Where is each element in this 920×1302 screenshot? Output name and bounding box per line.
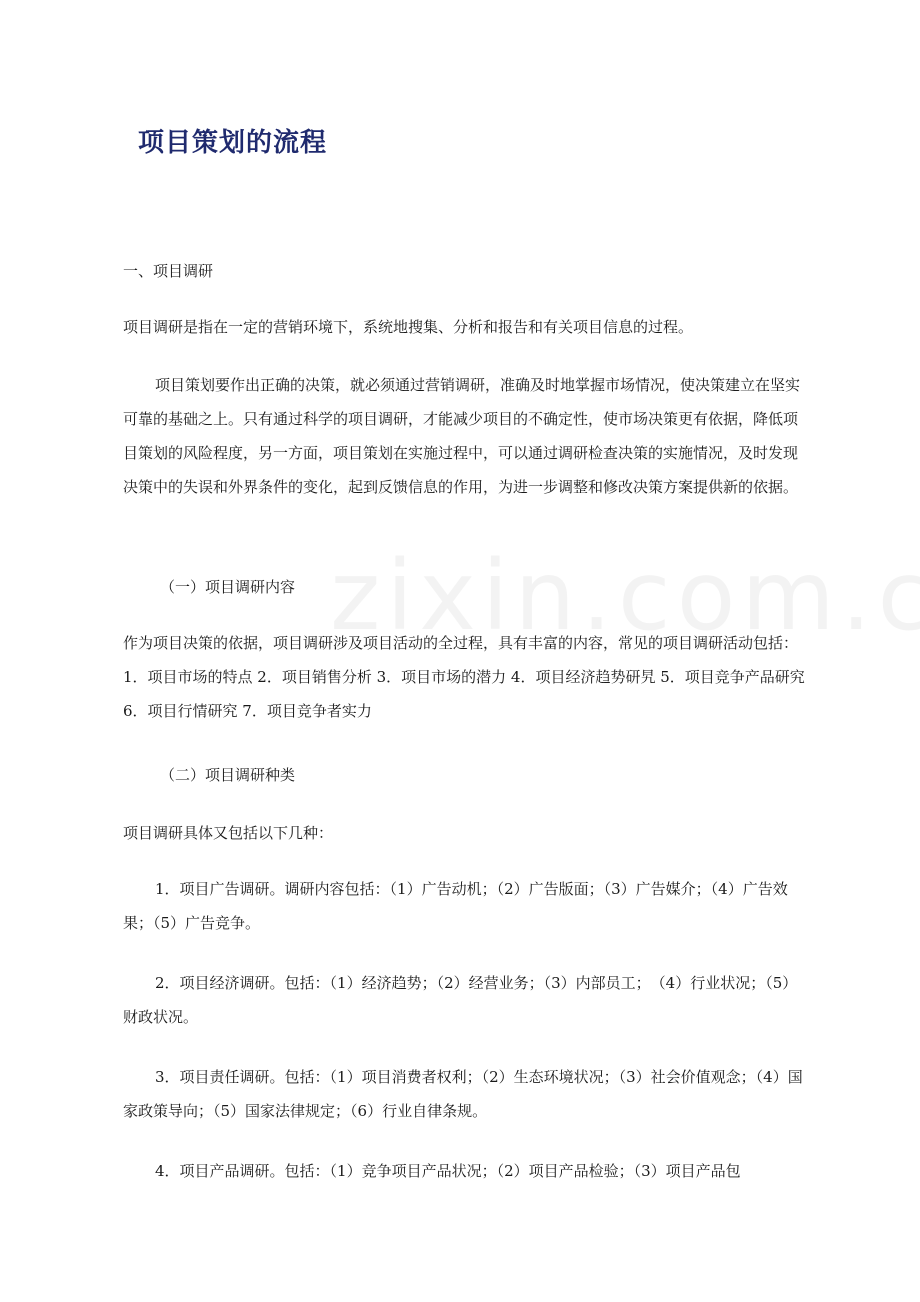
paragraph-types-intro: 项目调研具体又包括以下几种： <box>123 824 334 842</box>
paragraph-definition: 项目调研是指在一定的营销环境下，系统地搜集、分析和报告和有关项目信息的过程。 <box>123 318 694 336</box>
list-item-responsibility-research: 3．项目责任调研。包括：（1）项目消费者权利；（2）生态环境状况；（3）社会价值观念；（4）国家政策导向；（5）国家法律规定；（6）行业自律条规。 <box>123 1068 803 1120</box>
subsection-heading-types: （二）项目调研种类 <box>160 766 296 784</box>
list-item-ad-research: 1．项目广告调研。调研内容包括：（1）广告动机；（2）广告版面；（3）广告媒介；（4）广告效果；（5）广告竞争。 <box>123 880 788 932</box>
list-item-product-research: 4．项目产品调研。包括：（1）竞争项目产品状况；（2）项目产品检验；（3）项目产品包 <box>155 1162 741 1180</box>
list-item-economic-research: 2．项目经济调研。包括：（1）经济趋势；（2）经营业务；（3）内部员工； （4）行业状况；（5）财政状况。 <box>123 974 798 1026</box>
paragraph-content-list: 作为项目决策的依据，项目调研涉及项目活动的全过程，具有丰富的内容，常见的项目调研活动包括： 1．项目市场的特点 2．项目销售分析 3．项目市场的潜力 4．项目经济趋势研旯 5．项目竞争产品研究 6．项目行情研究 7．项目竞争者实力 <box>123 634 805 720</box>
section-heading-1: 一、项目调研 <box>123 262 214 280</box>
subsection-heading-content: （一）项目调研内容 <box>160 578 296 596</box>
document-title: 项目策划的流程 <box>138 128 328 158</box>
paragraph-importance: 项目策划要作出正确的决策，就必须通过营销调研，准确及时地掌握市场情况，使决策建立在坚实可靠的基础之上。只有通过科学的项目调研，才能减少项目的不确定性，使市场决策更有依据，降低项目策划的风险程度，另一方面，项目策划在实施过程中，可以通过调研检查决策的实施情况，及时发现决策中的失误和外界条件的变化，起到反馈信息的作用，为进一步调整和修改决策方案提供新的依据。 <box>123 376 801 496</box>
